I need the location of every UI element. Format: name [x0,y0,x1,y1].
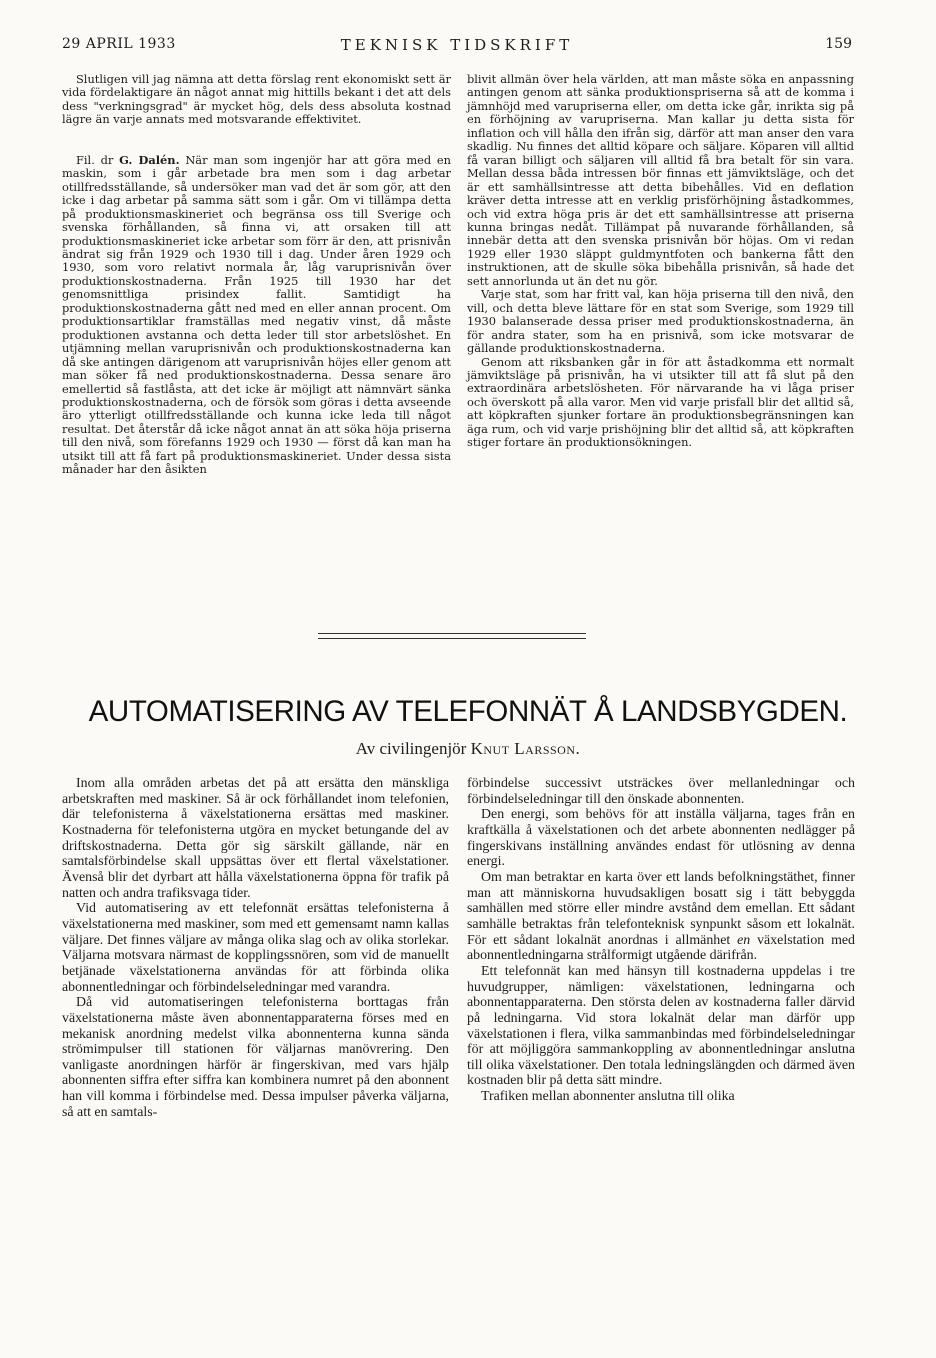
bottom-left-column [62,776,449,1120]
paragraph: blivit allmän över hela världen, att man måste söka en anpassning antingen genom att sänka produktionspriserna så att de komma i jämnhöjd med varupriserna eller, om detta icke går, inrikta sig på en förhöjning av varupriserna. Man kallar ju detta sista för inflation och vill hålla den ifrån sig, därför att man anser den vara skadlig. Nu finnes det alltid köpare och säljare. Köparen vill alltid få varan billigt och säljaren vill alltid få bra betalt för sin vara. Mellan dessa båda intressen bör finnas ett jämviktsläge, och det är ett samhällsintresse att detta bibehålles. Vid en deflation kräver detta intresse att en verklig prisförhöjning åstadkommes, och vid extra höga pris är det ett samhällsintresse att priserna kunna bringas nedåt. Tillämpat på nuvarande förhållanden, så innebär detta att den svenska prisnivån bör höjas. Om vi redan 1929 eller 1930 släppt guldmyntfoten och bankerna fått den instruktionen, att de skulle söka bibehålla prisnivån, så hade det sett annorlunda ut än det nu gör. [467,72,854,288]
paragraph [467,870,855,964]
paragraph: Inom alla områden arbetas det på att ersätta den mänskliga arbetskraften med maskiner. Så är ock förhållandet inom telefonien, där telefonisterna å växelstationerna ersättas med maskiner. Kostnaderna för telefonisterna utgöra en mycket betungande del av driftskostnaderna. Detta gör sig särskilt gällande, när en samtalsförbindelse skall uppsättas över ett flertal växelstationer. Ävenså blir det dyrbart att hålla växelstationerna öppna för trafik på natten och andra trafiksvaga tider. [62,776,449,901]
article-title: AUTOMATISERING AV TELEFONNÄT Å LANDSBYGDEN. [88,695,848,728]
issue-date: 29 APRIL 1933 [62,36,176,52]
paragraph-dalen [62,154,451,477]
text-run: växelstation med abonnentledningarna strålformigt utgående därifrån. [467,932,855,964]
emphasis: en [737,932,751,948]
bottom-right-column [467,776,855,1105]
page-header [62,36,852,56]
speaker-prefix: Fil. dr [76,152,114,167]
paragraph: Vid automatisering av ett telefonnät ersättas telefonisterna å växelstationerna med maskiner, som med ett gemensamt namn kallas väljare. Det finnes väljare av många olika slag och av olika storlekar. Väljarna motsvara närmast de kopplingssnören, som vid de manuellt betjänade växelstationerna användas för att förbinda olika abonnentledningar och förbindelseledningar med varandra. [62,901,449,995]
paragraph: Trafiken mellan abonnenter anslutna till olika [481,1089,735,1105]
speaker-text: När man som ingenjör har att göra med en maskin, som i går arbetade bra men som i dag arbetar otillfredsställande, så undersöker man vad det är som gör, att den icke i dag arbetar på samma sätt som i går. Om vi tillämpa detta på produktionsmaskineriet och begränsa oss till Sverige och svenska förhållanden, så finna vi, att orsaken till att produktionsmaskineriet icke arbetar som förr är den, att prisnivån ändrat sig från 1929 och 1930 till i dag. Under åren 1929 och 1930, som voro relativt normala år, låg varuprisnivån över produktionskostnaderna. Från 1925 till 1930 har det genomsnittliga prisindex fallit. Samtidigt ha produktionskostnaderna gått ned med en eller annan procent. Om produktionsartiklar framställas med negativ vinst, då måste produktionen avstanna och detta leder till stor arbetslöshet. En utjämning mellan varuprisnivån och produktionskostnaderna kan då ske antingen därigenom att varuprisnivån höjes eller genom att man söker få ned produktionskostnaderna. Dessa senare äro emellertid så fastlåsta, att det icke är möjligt att nämnvärt sänka produktionskostnaderna, och de försök som göras i detta avseende äro ytterligt otillfredsställande och kunna icke leda till något resultat. Det återstår då icke något annat än att söka höja priserna till den nivå, som förefanns 1929 och 1930 — först då kan man ha utsikt till att få fart på produktionsmaskineriet. Under dessa sista månader har den åsikten [62,152,451,477]
section-divider [318,633,586,639]
paragraph: Då vid automatiseringen telefonisterna borttagas från växelstationerna måste även abonnentapparaterna förses med en mekanisk anordning medelst vilka abonnenterna kunna sända strömimpulser till stationen för väljarnas manövrering. Den vanligaste anordningen härför är fingerskivan, med vars hjälp abonnenten siffra efter siffra kan kombinera numret på den abonnent han vill komma i förbindelse med. Dessa impulser påverka väljarna, så att en samtals- [62,995,449,1120]
top-left-column [62,73,451,477]
paragraph: Den energi, som behövs för att inställa väljarna, tages från en kraftkälla å växelstationen och det arbete abonnenten nedlägger på fingerskivans inställning användes endast för utlösning av denna energi. [467,807,855,870]
article-byline [40,739,896,759]
byline-author: Knut Larsson. [470,739,581,758]
speaker-name: G. Dalén. [119,152,180,167]
paragraph: Ett telefonnät kan med hänsyn till kostnaderna uppdelas i tre huvudgrupper, nämligen: växelstationen, ledningarna och abonnentapparaterna. Den största delen av kostnaderna faller därvid på ledningarna. Vid stora lokalnät delar man därför upp växelstationen i flera, vilka sammanbindas med förbindelseledningar för att möjliggöra sammankoppling av abonnentledningar anslutna till olika växelstationer. Den totala ledningslängden och därmed även kostnaden blir på detta sätt mindre. [467,963,855,1089]
paragraph: Slutligen vill jag nämna att detta förslag rent ekonomiskt sett är vida fördelaktigare än något annat mig hittills bekant i det att dels dess "verkningsgrad" är mycket hög, dels dess absoluta kostnad lägre än varje annats med motsvarande effektivitet. [62,72,451,127]
text-run: Om man betraktar en karta över ett lands befolkningstäthet, finner man att människorna huvudsakligen bosatt sig i tätt bebyggda samhällen med större eller mindre avstånd dem emellan. Ett sådant samhälle betraktas från telefonteknisk synpunkt såsom ett lokalnät. För ett sådant lokalnät anordnas i allmänhet [467,869,855,948]
page-number: 159 [825,36,852,52]
paragraph: Genom att riksbanken går in för att åstadkomma ett normalt jämviktsläge på prisnivån, ha vi utsikter till att få slut på den extraordinära arbetslösheten. För närvarande ha vi låga priser och överskott på alla varor. Men vid varje prisfall blir det alltid så, att köpkraften sjunker fortare än produktionsbegränsningen kan äga rum, och vid varje prishöjning blir det alltid så, att köpkraften stiger fortare än produktionsökningen. [467,354,854,450]
byline-prefix: Av civilingenjör [355,739,467,758]
top-right-column [467,73,854,450]
paragraph: Varje stat, som har fritt val, kan höja priserna till den nivå, den vill, och detta bleve lättare för en stat som Sverige, som 1929 till 1930 balanserade dessa priser med produktionskostnaderna, än för andra stater, som ha en prisnivå, som icke motsvarar de gällande produktionskostnaderna. [467,287,854,356]
journal-title: TEKNISK TIDSKRIFT [340,36,574,54]
paragraph: förbindelse successivt utsträckes över mellanledningar och förbindelseledningar till den önskade abonnenten. [467,776,855,807]
